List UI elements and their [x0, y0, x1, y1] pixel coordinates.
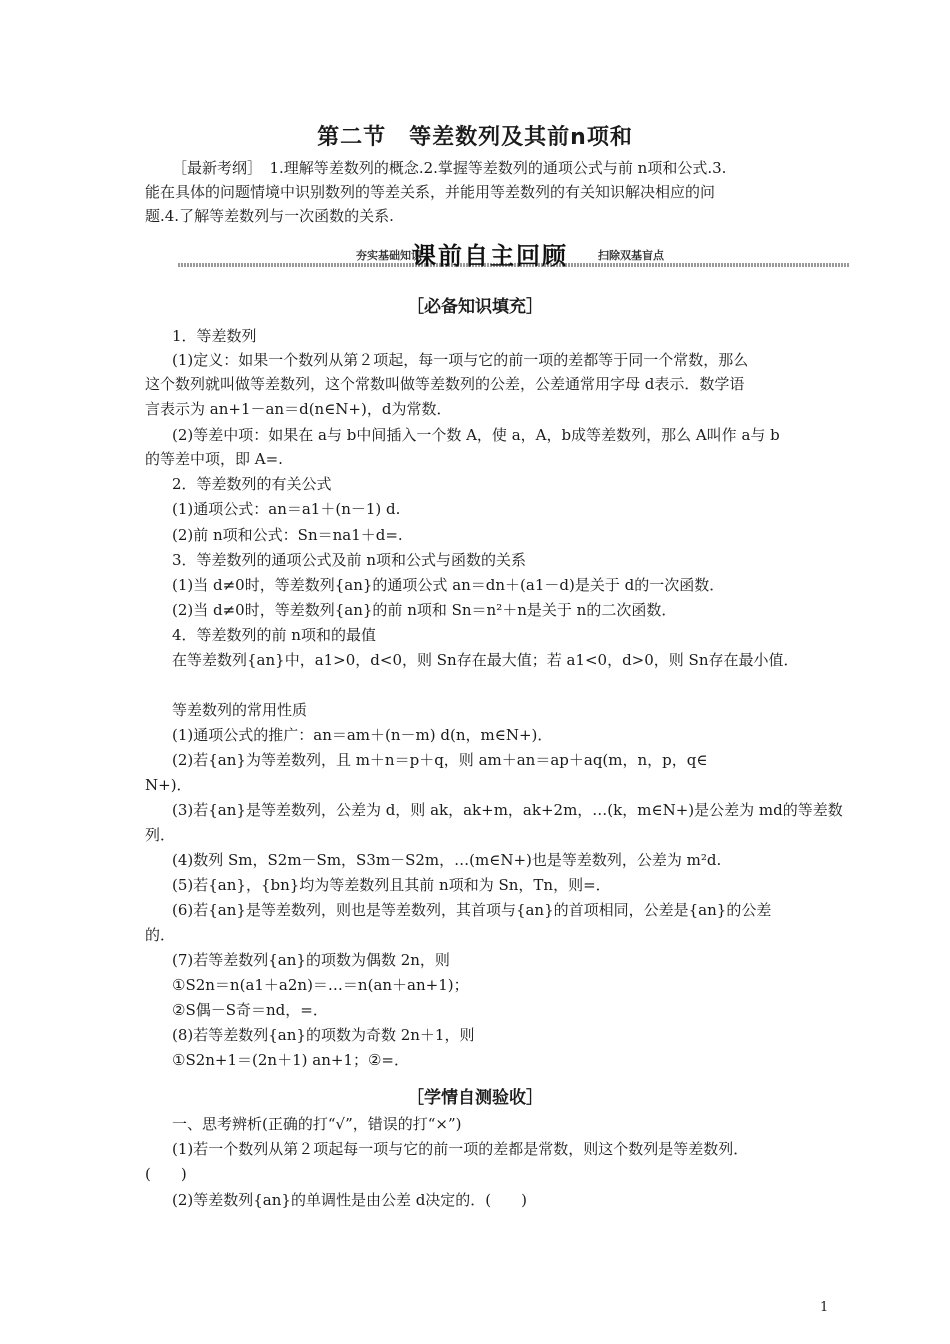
knowledge-line: 2．等差数列的有关公式 [172, 475, 332, 493]
knowledge-line: 3．等差数列的通项公式及前 n项和公式与函数的关系 [172, 551, 526, 569]
property-line: (3)若{an}是等差数列，公差为 d，则 ak，ak+m，ak+2m，…(k，m∈N+)是公差为 md的等差数 [172, 801, 843, 819]
knowledge-line: (2)当 d≠0时，等差数列{an}的前 n项和 Sn＝n²＋n是关于 n的二次函数． [172, 601, 677, 619]
exercise-line: 一、思考辨析(正确的打“√”，错误的打“×”) [172, 1115, 462, 1133]
syllabus-line: 能在具体的问题情境中识别数列的等差关系，并能用等差数列的有关知识解决相应的问 [145, 183, 716, 201]
property-line: (5)若{an}，{bn}均为等差数列且其前 n项和为 Sn，Tn，则=． [172, 876, 611, 894]
property-line: 的． [145, 926, 176, 944]
knowledge-line: (1)当 d≠0时，等差数列{an}的通项公式 an＝dn＋(a1－d)是关于 d的一次函数． [172, 576, 725, 594]
property-line: ②S偶－S奇＝nd，=． [172, 1001, 328, 1019]
section-banner [178, 240, 850, 270]
property-line: ①S2n+1＝(2n＋1) an+1；②=． [172, 1051, 409, 1069]
page-number: 1 [820, 1300, 829, 1315]
page-title: 第二节 等差数列及其前n项和 [317, 125, 633, 150]
knowledge-line: 言表示为 an+1－an＝d(n∈N+)，d为常数． [145, 400, 452, 418]
property-line: (2)若{an}为等差数列，且 m＋n＝p＋q，则 am＋an＝ap＋aq(m，n，p，q∈ [172, 751, 708, 769]
properties-heading: 等差数列的常用性质 [172, 701, 308, 719]
exercise-line: ( ) [145, 1165, 187, 1183]
knowledge-line: 在等差数列{an}中，a1>0，d<0，则 Sn存在最大值；若 a1<0，d>0，则 Sn存在最小值． [172, 651, 799, 669]
knowledge-line: (1)通项公式：an＝a1＋(n－1) d. [172, 500, 401, 518]
banner-left-text: 夯实基础知识 [356, 249, 422, 262]
property-line: (8)若等差数列{an}的项数为奇数 2n＋1，则 [172, 1026, 475, 1044]
banner-title: 课前自主回顾 [412, 242, 568, 270]
knowledge-line: 4．等差数列的前 n项和的最值 [172, 626, 376, 644]
knowledge-line: (2)前 n项和公式：Sn＝na1＋d=. [172, 526, 403, 544]
property-line: (1)通项公式的推广：an＝am＋(n－m) d(n，m∈N+)． [172, 726, 553, 744]
exercise-line: (2)等差数列{an}的单调性是由公差 d决定的．( ) [172, 1191, 528, 1209]
section-heading-selftest: ［学情自测验收］ [407, 1088, 543, 1108]
property-line: ①S2n＝n(a1＋a2n)＝…＝n(an＋an+1)； [172, 976, 469, 994]
section-heading-knowledge: ［必备知识填充］ [407, 297, 543, 317]
exercise-line: (1)若一个数列从第２项起每一项与它的前一项的差都是常数，则这个数列是等差数列． [172, 1140, 749, 1158]
syllabus-line: 题.4.了解等差数列与一次函数的关系. [145, 207, 394, 225]
banner-right-text: 扫除双基盲点 [598, 249, 664, 262]
property-line: (6)若{an}是等差数列，则也是等差数列，其首项与{an}的首项相同，公差是{an}的公差 [172, 901, 772, 919]
property-line: (7)若等差数列{an}的项数为偶数 2n，则 [172, 951, 450, 969]
knowledge-line: 1．等差数列 [172, 327, 257, 345]
knowledge-line: 的等差中项，即 A=. [145, 450, 283, 468]
property-line: N+)． [145, 776, 192, 794]
property-line: (4)数列 Sm，S2m－Sm，S3m－S2m，…(m∈N+)也是等差数列，公差为 m²d. [172, 851, 722, 869]
knowledge-line: 这个数列就叫做等差数列，这个常数叫做等差数列的公差，公差通常用字母 d表示．数学语 [145, 375, 745, 393]
syllabus-line: ［最新考纲］ 1.理解等差数列的概念.2.掌握等差数列的通项公式与前 n项和公式.3. [172, 159, 727, 177]
property-line: 列． [145, 826, 176, 844]
knowledge-line: (1)定义：如果一个数列从第２项起，每一项与它的前一项的差都等于同一个常数，那么 [172, 351, 749, 369]
knowledge-line: (2)等差中项：如果在 a与 b中间插入一个数 A，使 a，A，b成等差数列，那么 A叫作 a与 b [172, 426, 780, 444]
